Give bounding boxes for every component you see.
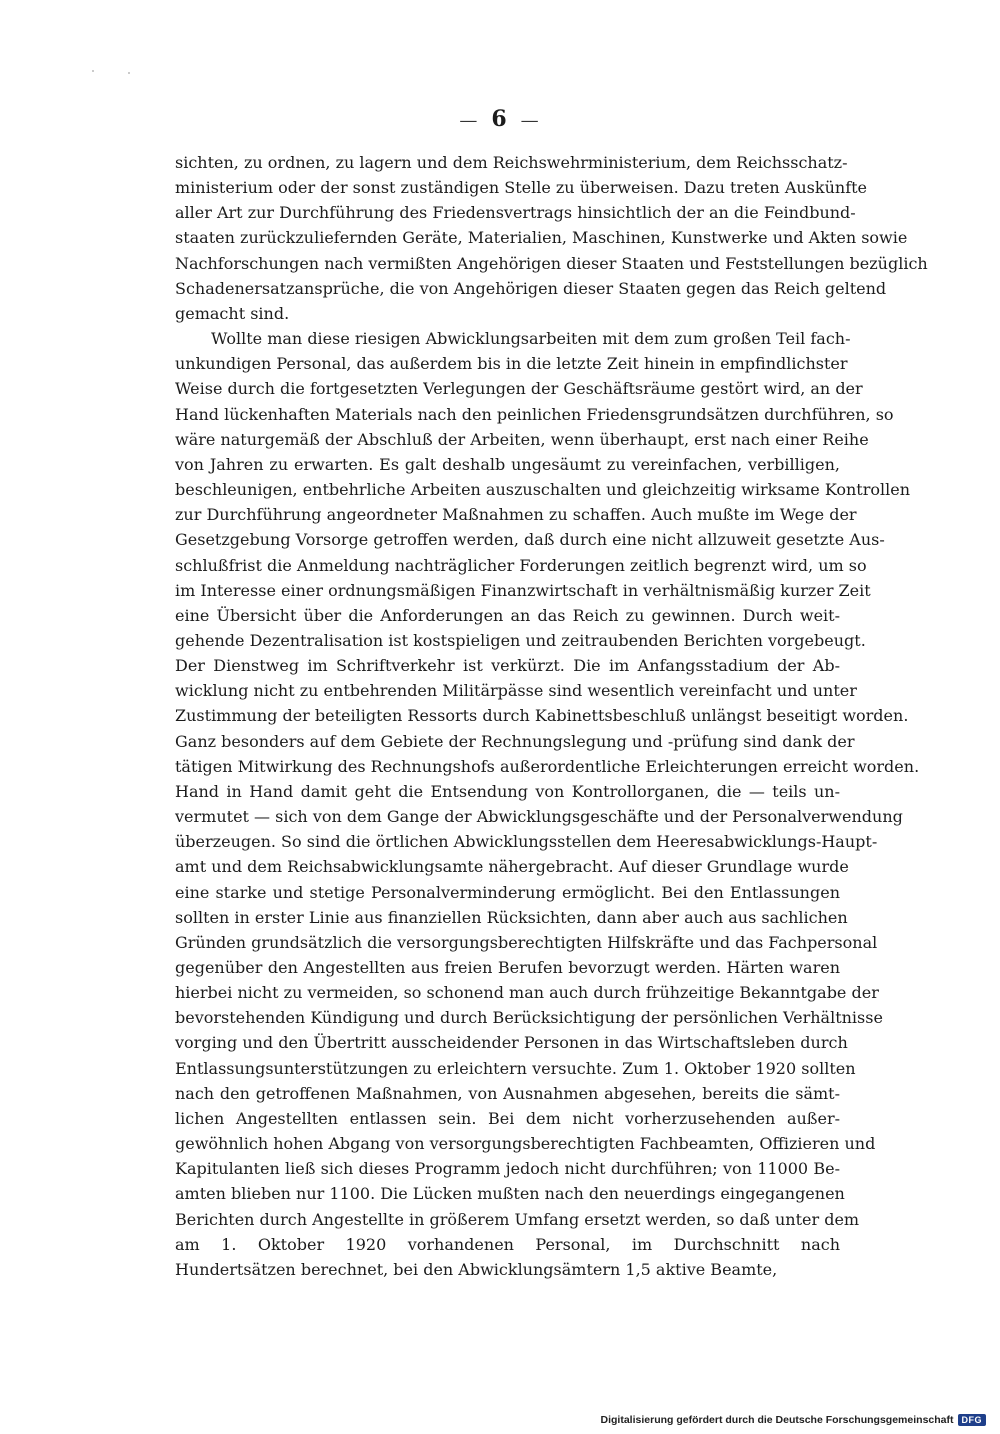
text-line: Schadenersatzansprüche, die von Angehörigen dieser Staaten gegen das Reich geltend xyxy=(175,278,887,298)
text-line: Hand lückenhaften Materials nach den peinlichen Friedensgrundsätzen durchführen, so xyxy=(175,404,894,424)
dfg-logo: DFG xyxy=(958,1414,987,1426)
text-line: gegenüber den Angestellten aus freien Berufen bevorzugt werden. Härten waren xyxy=(175,958,840,977)
text-line: tätigen Mitwirkung des Rechnungshofs außerordentliche Erleichterungen erreicht worden. xyxy=(175,756,920,776)
paragraph xyxy=(175,150,928,326)
text-line: Hand in Hand damit geht die Entsendung von Kontrollorganen, die — teils un- xyxy=(175,781,840,801)
page-number-header xyxy=(0,106,1000,132)
text-line: vermutet — sich von dem Gange der Abwicklungsgeschäfte und der Personalverwendung xyxy=(175,807,903,827)
text-line: amten blieben nur 1100. Die Lücken mußten nach den neuerdings eingegangenen xyxy=(175,1184,845,1204)
text-line: gewöhnlich hohen Abgang von versorgungsberechtigten Fachbeamten, Offizieren und xyxy=(175,1134,876,1154)
text-line: beschleunigen, entbehrliche Arbeiten auszuschalten und gleichzeitig wirksame Kontrollen xyxy=(175,480,910,500)
text-line: Wollte man diese riesigen Abwicklungsarbeiten mit dem zum großen Teil fach- xyxy=(211,329,851,349)
text-line: Weise durch die fortgesetzten Verlegungen der Geschäftsräume gestört wird, an der xyxy=(175,379,863,399)
document-body xyxy=(175,150,928,1282)
text-line: Entlassungsunterstützungen zu erleichtern versuchte. Zum 1. Oktober 1920 sollten xyxy=(175,1058,856,1078)
paragraph xyxy=(175,326,920,1282)
text-line: sollten in erster Linie aus finanziellen Rücksichten, dann aber auch aus sachlichen xyxy=(175,907,848,927)
text-line: hierbei nicht zu vermeiden, so schonend man auch durch frühzeitige Bekanntgabe der xyxy=(175,983,879,1003)
text-line: schlußfrist die Anmeldung nachträglicher Forderungen zeitlich begrenzt wird, um so xyxy=(175,555,867,575)
text-line: lichen Angestellten entlassen sein. Bei dem nicht vorherzusehenden außer- xyxy=(175,1108,840,1128)
text-line: zur Durchführung angeordneter Maßnahmen zu schaffen. Auch mußte im Wege der xyxy=(175,505,857,525)
text-line: Hundertsätzen berechnet, bei den Abwicklungsämtern 1,5 aktive Beamte, xyxy=(175,1259,778,1279)
text-line: unkundigen Personal, das außerdem bis in die letzte Zeit hinein in empfindlichster xyxy=(175,354,848,374)
text-line: Zustimmung der beteiligten Ressorts durch Kabinettsbeschluß unlängst beseitigt worden. xyxy=(175,706,909,726)
text-line: wäre naturgemäß der Abschluß der Arbeiten, wenn überhaupt, erst nach einer Reihe xyxy=(175,429,869,449)
text-line: vorging und den Übertritt ausscheidender Personen in das Wirtschaftsleben durch xyxy=(175,1033,848,1053)
text-line: bevorstehenden Kündigung und durch Berücksichtigung der persönlichen Verhältnisse xyxy=(175,1008,883,1028)
digitization-credit-footer xyxy=(601,1412,986,1428)
text-line: Der Dienstweg im Schriftverkehr ist verkürzt. Die im Anfangsstadium der Ab- xyxy=(175,656,840,676)
header-dash-right: — xyxy=(520,110,541,131)
text-line: Gründen grundsätzlich die versorgungsberechtigten Hilfskräfte und das Fachpersonal xyxy=(175,932,878,952)
text-line: Kapitulanten ließ sich dieses Programm jedoch nicht durchführen; von 11000 Be- xyxy=(175,1159,840,1179)
text-line: im Interesse einer ordnungsmäßigen Finanzwirtschaft in verhältnismäßig kurzer Zeit xyxy=(175,580,871,600)
text-line: eine Übersicht über die Anforderungen an das Reich zu gewinnen. Durch weit- xyxy=(175,605,840,625)
text-line: von Jahren zu erwarten. Es galt deshalb ungesäumt zu vereinfachen, verbilligen, xyxy=(175,454,840,474)
text-line: nach den getroffenen Maßnahmen, von Ausnahmen abgesehen, bereits die sämt- xyxy=(175,1083,840,1103)
text-line: Gesetzgebung Vorsorge getroffen werden, daß durch eine nicht allzuweit gesetzte Aus- xyxy=(175,530,885,550)
text-line: sichten, zu ordnen, zu lagern und dem Reichswehrministerium, dem Reichsschatz- xyxy=(175,153,848,172)
page-number: 6 xyxy=(491,106,509,132)
text-line: wicklung nicht zu entbehrenden Militärpässe sind wesentlich vereinfacht und unter xyxy=(175,681,857,701)
scan-speck xyxy=(92,70,94,72)
footer-credit-text: Digitalisierung gefördert durch die Deutsche Forschungsgemeinschaft xyxy=(600,1414,954,1426)
header-dash-left: — xyxy=(459,110,480,131)
text-line: Berichten durch Angestellte in größerem Umfang ersetzt werden, so daß unter dem xyxy=(175,1209,860,1229)
text-line: gehende Dezentralisation ist kostspieligen und zeitraubenden Berichten vorgebeugt. xyxy=(175,630,866,650)
text-line: aller Art zur Durchführung des Friedensvertrags hinsichtlich der an die Feindbund- xyxy=(175,203,856,223)
text-line: staaten zurückzuliefernden Geräte, Materialien, Maschinen, Kunstwerke und Akten sowie xyxy=(175,228,908,248)
text-line: überzeugen. So sind die örtlichen Abwicklungsstellen dem Heeresabwicklungs-Haupt- xyxy=(175,832,878,852)
text-line: amt und dem Reichsabwicklungsamte nähergebracht. Auf dieser Grundlage wurde xyxy=(175,857,849,877)
scan-speck xyxy=(128,72,130,74)
text-line: gemacht sind. xyxy=(175,303,290,323)
text-line: ministerium oder der sonst zuständigen Stelle zu überweisen. Dazu treten Auskünfte xyxy=(175,178,868,198)
text-line: Nachforschungen nach vermißten Angehörigen dieser Staaten und Feststellungen bezüglich xyxy=(175,253,928,273)
text-line: am 1. Oktober 1920 vorhandenen Personal, im Durchschnitt nach xyxy=(175,1234,840,1254)
text-line: Ganz besonders auf dem Gebiete der Rechnungslegung und -prüfung sind dank der xyxy=(175,731,855,751)
text-line: eine starke und stetige Personalverminderung ermöglicht. Bei den Entlassungen xyxy=(175,882,840,902)
